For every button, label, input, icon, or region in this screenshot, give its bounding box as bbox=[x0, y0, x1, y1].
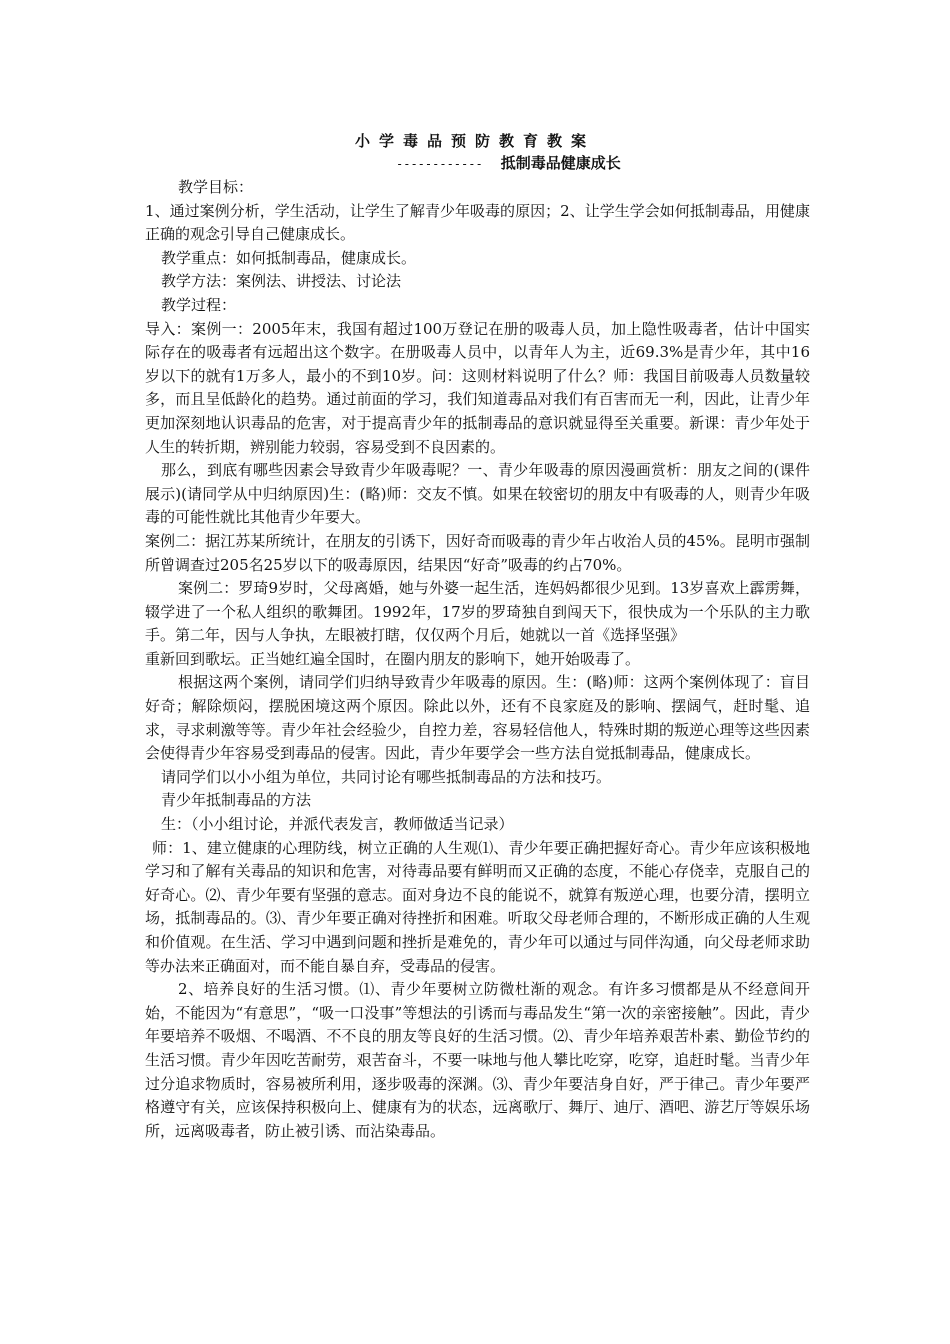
paragraph: 师：1、建立健康的心理防线，树立正确的人生观⑴、青少年要正确把握好奇心。青少年应该积极地学习和了解有关毒品的知识和危害，对待毒品要有鲜明而又正确的态度，不能心存侥幸，克服自己的好奇心。⑵、青少年要有坚强的意志。面对身边不良的能说不，就算有叛逆心理，也要分清，摆明立场，抵制毒品的。⑶、青少年要正确对待挫折和困难。听取父母老师合理的，不断形成正确的人生观和价值观。在生活、学习中遇到问题和挫折是难免的，青少年可以通过与同伴沟通，向父母老师求助等办法来正确面对，而不能自暴自弃，受毒品的侵害。 bbox=[145, 838, 810, 975]
paragraph: 生：（小小组讨论，并派代表发言，教师做适当记录） bbox=[161, 815, 514, 834]
paragraph: 重新回到歌坛。正当她红遍全国时，在圈内朋友的影响下，她开始吸毒了。 bbox=[145, 649, 641, 668]
document-title: 小学毒品预防教育教案 bbox=[354, 132, 595, 150]
paragraph: 教学重点：如何抵制毒品，健康成长。 bbox=[161, 248, 417, 267]
document-subtitle bbox=[396, 152, 621, 173]
paragraph: 教学过程： bbox=[161, 295, 237, 314]
paragraph: 青少年抵制毒品的方法 bbox=[161, 791, 312, 810]
subtitle-dashes: ------------ bbox=[396, 157, 483, 171]
paragraph: 那么，到底有哪些因素会导致青少年吸毒呢？一、青少年吸毒的原因漫画赏析：朋友之间的(课件展示)(请同学从中归纳原因)生：(略)师：交友不慎。如果在较密切的朋友中有吸毒的人，则青少年吸毒的可能性就比其他青少年要大。 bbox=[145, 461, 810, 527]
paragraph: 2、培养良好的生活习惯。⑴、青少年要树立防微杜渐的观念。有许多习惯都是从不经意间开始，不能因为“有意思”，“吸一口没事”等想法的引诱而与毒品发生“第一次的亲密接触”。因此，青少年要培养不吸烟、不喝酒、不不良的朋友等良好的生活习惯。⑵、青少年培养艰苦朴素、勤俭节约的生活习惯。青少年因吃苦耐劳，艰苦奋斗，不要一味地与他人攀比吃穿，吃穿，追赶时髦。当青少年过分追求物质时，容易被所利用，逐步吸毒的深渊。⑶、青少年要洁身自好，严于律己。青少年要严格遵守有关，应该保持积极向上、健康有为的状态，远离歌厅、舞厅、迪厅、酒吧、游艺厅等娱乐场所，远离吸毒者，防止被引诱、而沾染毒品。 bbox=[145, 980, 810, 1140]
paragraph: 导入：案例一：2005年末，我国有超过100万登记在册的吸毒人员，加上隐性吸毒者，估计中国实际存在的吸毒者有远超出这个数字。在册吸毒人员中，以青年人为主，近69.3%是青少年，其中16岁以下的就有1万多人，最小的不到10岁。问：这则材料说明了什么？师：我国目前吸毒人员数量较多，而且呈低龄化的趋势。通过前面的学习，我们知道毒品对我们有百害而无一利，因此，让青少年更加深刻地认识毒品的危害，对于提高青少年的抵制毒品的意识就显得至关重要。新课：青少年处于人生的转折期，辨别能力较弱，容易受到不良因素的。 bbox=[145, 319, 810, 456]
paragraph: 教学方法：案例法、讲授法、讨论法 bbox=[161, 272, 402, 291]
paragraph: 根据这两个案例，请同学们归纳导致青少年吸毒的原因。生：(略)师：这两个案例体现了：盲目好奇；解除烦闷，摆脱困境这两个原因。除此以外，还有不良家庭及的影响、摆阔气，赶时髦、追求，寻求刺激等等。青少年社会经验少，自控力差，容易轻信他人，特殊时期的叛逆心理等这些因素会使得青少年容易受到毒品的侵害。因此，青少年要学会一些方法自觉抵制毒品，健康成长。 bbox=[145, 673, 810, 763]
paragraph: 案例二：罗琦9岁时，父母离婚，她与外婆一起生活，连妈妈都很少见到。13岁喜欢上霹雳舞，辍学进了一个私人组织的歌舞团。1992年，17岁的罗琦独自到闯天下，很快成为一个乐队的主力歌手。第二年，因与人争执，左眼被打瞎，仅仅两个月后，她就以一首《选择坚强》 bbox=[145, 579, 810, 645]
document-body bbox=[145, 176, 810, 1143]
paragraph: 案例二：据江苏某所统计，在朋友的引诱下，因好奇而吸毒的青少年占收治人员的45%。昆明市强制所曾调查过205名25岁以下的吸毒原因，结果因“好奇”吸毒的约占70%。 bbox=[145, 531, 810, 574]
paragraph: 请同学们以小小组为单位，共同讨论有哪些抵制毒品的方法和技巧。 bbox=[161, 767, 612, 786]
subtitle-text: 抵制毒品健康成长 bbox=[500, 154, 621, 172]
paragraph: 教学目标： bbox=[178, 178, 254, 196]
paragraph: 1、通过案例分析，学生活动，让学生了解青少年吸毒的原因；2、让学生学会如何抵制毒品，用健康正确的观念引导自己健康成长。 bbox=[145, 201, 810, 244]
